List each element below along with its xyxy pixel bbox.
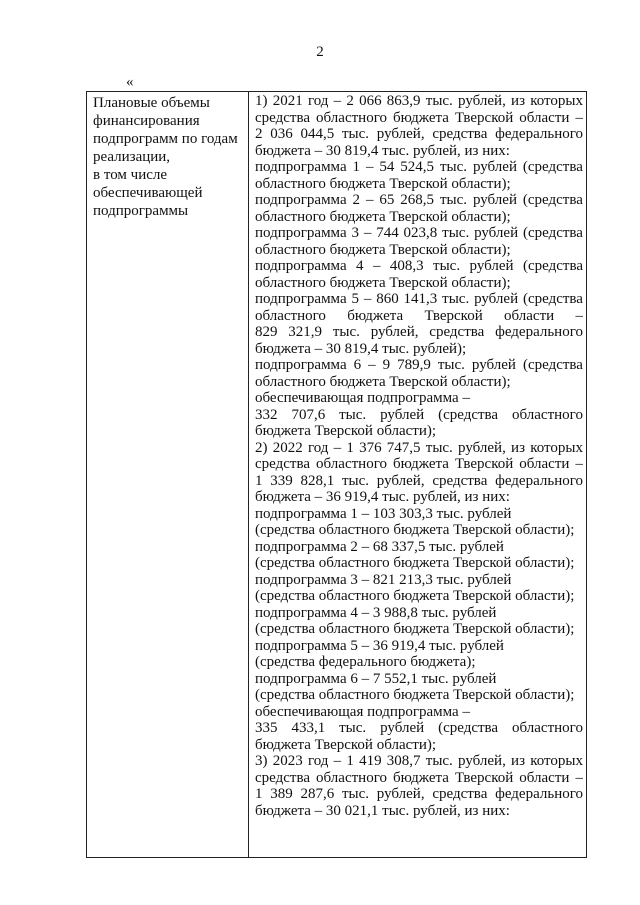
word: бюджета bbox=[393, 109, 449, 126]
content-line bbox=[255, 786, 583, 803]
word: Тверской bbox=[424, 307, 483, 324]
word: 335 bbox=[255, 720, 278, 736]
word: тыс. bbox=[339, 720, 367, 736]
word: рублей bbox=[469, 258, 514, 274]
word: 54 bbox=[379, 159, 395, 175]
label-line: реализации, bbox=[93, 149, 171, 165]
label-line: Плановые объемы bbox=[93, 95, 210, 111]
content-line: бюджета – 36 919,4 тыс. рублей, из них: bbox=[255, 489, 510, 505]
word: 2 bbox=[255, 126, 263, 142]
content-line: бюджета Тверской области); bbox=[255, 423, 437, 439]
content-line: (средства федерального бюджета); bbox=[255, 654, 476, 670]
word: Тверской bbox=[454, 769, 514, 786]
word: – bbox=[368, 357, 376, 373]
word: из bbox=[511, 753, 525, 769]
word: (средства bbox=[438, 720, 499, 736]
content-line: (средства областного бюджета Тверской области); bbox=[255, 555, 575, 571]
word: средства bbox=[432, 126, 488, 142]
word: – bbox=[372, 258, 381, 274]
content-line: областного бюджета Тверской области); bbox=[255, 274, 511, 291]
financing-table bbox=[86, 91, 587, 858]
word: 707,6 bbox=[291, 406, 326, 423]
content-line bbox=[255, 225, 583, 242]
content-line bbox=[255, 753, 583, 770]
content-line bbox=[255, 407, 583, 424]
content-line: областного бюджета Тверской области); bbox=[255, 208, 511, 225]
word: 860 bbox=[376, 291, 399, 307]
label-line: в том числе bbox=[93, 167, 168, 183]
word: тыс. bbox=[342, 472, 370, 489]
word: области bbox=[519, 456, 570, 472]
word: – bbox=[365, 159, 374, 175]
word: 828,1 bbox=[300, 472, 335, 489]
word: 6 bbox=[353, 357, 362, 373]
word: 321,9 bbox=[288, 324, 323, 340]
word: бюджета bbox=[393, 456, 449, 472]
content-line bbox=[255, 357, 583, 374]
content-line: обеспечивающая подпрограмма – bbox=[255, 390, 470, 406]
content-line: бюджета Тверской области); bbox=[255, 736, 437, 753]
word: рублей, bbox=[458, 439, 506, 456]
word: областного bbox=[255, 307, 326, 324]
word: (средства bbox=[438, 406, 499, 423]
word: 1 bbox=[346, 439, 354, 456]
word: рублей bbox=[380, 720, 425, 736]
word: (средства bbox=[522, 291, 583, 307]
word: 5 bbox=[351, 291, 359, 307]
word: 389 bbox=[270, 786, 293, 802]
word: средства bbox=[432, 472, 488, 489]
word: 863,9 bbox=[386, 93, 421, 109]
word: рублей bbox=[380, 406, 425, 423]
word: 1 bbox=[255, 786, 263, 802]
word: рублей, bbox=[458, 753, 506, 769]
word: бюджета bbox=[393, 769, 449, 786]
word: 308,7 bbox=[386, 753, 421, 769]
content-line bbox=[255, 126, 583, 143]
word: 2023 bbox=[272, 753, 303, 769]
word: 1 bbox=[255, 472, 263, 489]
content-line: обеспечивающая подпрограмма – bbox=[255, 703, 470, 720]
word: 036 bbox=[270, 126, 293, 142]
content-line bbox=[255, 456, 583, 473]
word: тыс. bbox=[439, 192, 468, 208]
word: которых bbox=[530, 93, 583, 109]
word: 524,5 bbox=[400, 159, 435, 175]
content-line: бюджета – 30 819,4 тыс. рублей); bbox=[255, 340, 467, 357]
word: 1) bbox=[255, 93, 268, 109]
content-line bbox=[255, 720, 583, 737]
content-line bbox=[255, 110, 583, 127]
word: 2 bbox=[346, 93, 354, 109]
word: федерального bbox=[495, 324, 583, 340]
word: областного bbox=[512, 406, 583, 423]
word: федерального bbox=[495, 786, 583, 802]
content-line: подпрограмма 6 – 7 552,1 тыс. рублей bbox=[255, 670, 497, 687]
word: 339 bbox=[270, 472, 293, 489]
word: (средства bbox=[522, 357, 583, 373]
word: областного bbox=[316, 769, 387, 786]
word: 829 bbox=[255, 324, 278, 340]
word: (средства bbox=[522, 258, 583, 274]
label-line: финансирования bbox=[93, 113, 200, 129]
word: подпрограмма bbox=[255, 159, 347, 175]
word: 419 bbox=[359, 753, 382, 769]
word: федерального bbox=[495, 472, 583, 489]
content-line bbox=[255, 258, 583, 275]
word: областного bbox=[512, 720, 583, 736]
word: из bbox=[511, 93, 525, 109]
word: 789,9 bbox=[397, 357, 431, 373]
word: тыс. bbox=[433, 258, 461, 274]
word: подпрограмма bbox=[255, 192, 347, 208]
word: 433,1 bbox=[291, 720, 326, 736]
word: рублей bbox=[474, 291, 519, 307]
word: 376 bbox=[359, 439, 382, 456]
word: тыс. bbox=[442, 291, 470, 307]
word: тыс. bbox=[425, 753, 453, 769]
content-line: областного бюджета Тверской области); bbox=[255, 373, 511, 390]
label-line: обеспечивающей bbox=[93, 185, 203, 201]
word: тыс. bbox=[437, 357, 465, 373]
word: 268,5 bbox=[400, 192, 435, 208]
word: рублей bbox=[472, 192, 517, 208]
word: 3 bbox=[351, 225, 359, 241]
word: 9 bbox=[382, 357, 391, 373]
word: рублей bbox=[474, 225, 519, 241]
word: тыс. bbox=[425, 439, 453, 456]
word: 332 bbox=[255, 406, 278, 423]
word: средства bbox=[255, 109, 311, 126]
content-line: областного бюджета Тверской области); bbox=[255, 175, 511, 192]
content-line bbox=[255, 440, 583, 457]
content-line: областного бюджета Тверской области); bbox=[255, 241, 511, 258]
word: областного bbox=[316, 109, 387, 126]
word: бюджета bbox=[347, 307, 404, 324]
content-line: подпрограмма 1 – 103 303,3 тыс. рублей bbox=[255, 505, 512, 522]
word: тыс. bbox=[439, 159, 468, 175]
content-line: (средства областного бюджета Тверской области); bbox=[255, 687, 575, 703]
word: из bbox=[511, 439, 525, 456]
word: – bbox=[333, 753, 342, 769]
word: (средства bbox=[522, 192, 583, 208]
word: тыс. bbox=[425, 93, 453, 109]
content-line bbox=[255, 93, 583, 110]
word: 65 bbox=[379, 192, 395, 208]
word: 287,6 bbox=[300, 786, 335, 802]
word: области bbox=[504, 307, 555, 324]
word: 2) bbox=[255, 439, 268, 456]
word: 747,5 bbox=[386, 439, 421, 456]
word: 1 bbox=[352, 159, 361, 175]
content-line bbox=[255, 159, 583, 176]
word: рублей bbox=[472, 159, 517, 175]
content-line: (средства областного бюджета Тверской области); bbox=[255, 621, 575, 637]
word: 2021 bbox=[272, 93, 303, 109]
word: которых bbox=[530, 753, 583, 769]
label-line: подпрограммы bbox=[93, 203, 189, 219]
word: рублей, bbox=[376, 126, 425, 142]
word: Тверской bbox=[454, 456, 514, 472]
word: рублей, bbox=[458, 93, 506, 109]
content-line: бюджета – 30 021,1 тыс. рублей, из них: bbox=[255, 802, 510, 819]
word: – bbox=[365, 192, 374, 208]
word: 1 bbox=[346, 753, 354, 769]
label-line: подпрограмм по годам bbox=[93, 131, 238, 147]
word: год bbox=[307, 753, 329, 769]
word: области bbox=[519, 109, 570, 126]
content-line: подпрограмма 4 – 3 988,8 тыс. рублей bbox=[255, 604, 497, 621]
table-content-cell bbox=[249, 92, 586, 857]
content-line: бюджета – 30 819,4 тыс. рублей, из них: bbox=[255, 142, 510, 159]
word: – bbox=[575, 109, 583, 126]
word: тыс. bbox=[332, 324, 360, 340]
word: – bbox=[575, 456, 583, 472]
content-line: подпрограмма 3 – 821 213,3 тыс. рублей bbox=[255, 571, 512, 588]
word: которых bbox=[530, 439, 583, 456]
word: (средства bbox=[522, 225, 583, 241]
word: 066 bbox=[359, 93, 382, 109]
word: средства bbox=[432, 786, 488, 802]
word: подпрограмма bbox=[255, 357, 347, 373]
word: тыс. bbox=[442, 225, 470, 241]
word: тыс. bbox=[339, 406, 367, 423]
content-line bbox=[255, 770, 583, 787]
word: – bbox=[333, 439, 342, 456]
word: 4 bbox=[356, 258, 364, 274]
word: – bbox=[363, 225, 372, 241]
word: (средства bbox=[522, 159, 583, 175]
content-line: подпрограмма 2 – 68 337,5 тыс. рублей bbox=[255, 538, 504, 555]
word: областного bbox=[316, 456, 387, 472]
word: 2022 bbox=[272, 439, 303, 456]
word: средства bbox=[255, 456, 311, 472]
word: – bbox=[363, 291, 372, 307]
word: 141,3 bbox=[403, 291, 438, 307]
page-number: 2 bbox=[316, 44, 324, 60]
opening-quote-mark: « bbox=[126, 74, 134, 90]
word: – bbox=[575, 307, 583, 324]
content-line: (средства областного бюджета Тверской области); bbox=[255, 522, 575, 538]
word: – bbox=[333, 93, 342, 109]
word: подпрограмма bbox=[255, 225, 347, 241]
word: тыс. bbox=[342, 126, 370, 142]
word: тыс. bbox=[342, 786, 370, 802]
content-line: (средства областного бюджета Тверской области); bbox=[255, 588, 575, 604]
word: – bbox=[575, 769, 583, 786]
word: 023,8 bbox=[403, 225, 438, 241]
content-line bbox=[255, 473, 583, 490]
word: год bbox=[307, 93, 329, 109]
word: средства bbox=[429, 324, 485, 340]
word: средства bbox=[255, 769, 311, 786]
word: 2 bbox=[352, 192, 361, 208]
word: рублей, bbox=[376, 472, 425, 489]
word: 408,3 bbox=[389, 258, 424, 274]
content-line bbox=[255, 291, 583, 308]
table-label-cell bbox=[87, 92, 249, 857]
content-line bbox=[255, 308, 583, 325]
content-line: подпрограмма 5 – 36 919,4 тыс. рублей bbox=[255, 637, 504, 654]
word: рублей bbox=[471, 357, 516, 373]
word: рублей, bbox=[376, 786, 425, 802]
word: 744 bbox=[376, 225, 399, 241]
word: Тверской bbox=[454, 109, 514, 126]
word: области bbox=[519, 769, 570, 786]
word: 3) bbox=[255, 753, 268, 769]
content-line bbox=[255, 192, 583, 209]
word: подпрограмма bbox=[255, 291, 347, 307]
word: 044,5 bbox=[300, 126, 335, 142]
word: рублей, bbox=[370, 324, 419, 340]
word: год bbox=[307, 439, 329, 456]
word: подпрограмма bbox=[255, 258, 347, 274]
content-line bbox=[255, 324, 583, 341]
word: федерального bbox=[495, 126, 583, 142]
